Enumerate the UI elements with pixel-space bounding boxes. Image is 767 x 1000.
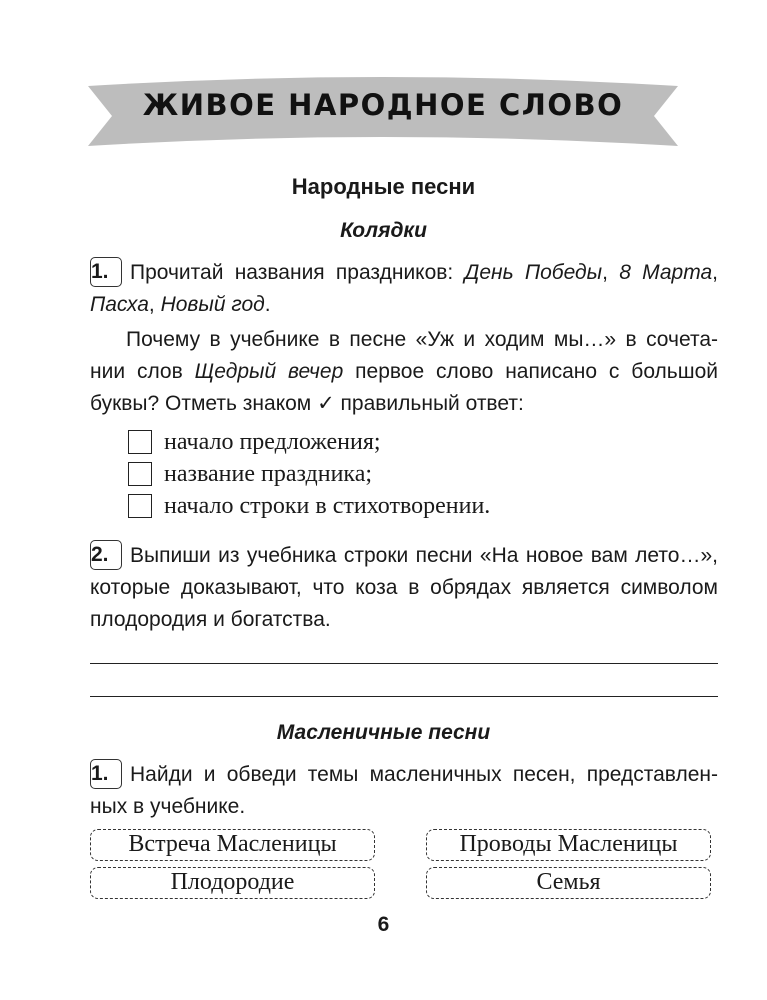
answer-option-label: название праздника;	[164, 460, 373, 487]
section-title: Народные песни	[291, 174, 476, 199]
task-1-line-2: Пасха, Новый год.	[90, 293, 271, 316]
page-number: 6	[377, 913, 390, 936]
maslenitsa-task-line-2: ных в учебнике.	[90, 795, 246, 818]
answer-option[interactable]	[128, 491, 490, 521]
task-1-line-1: 1. Прочитай названия праздников: День Победы, 8 Марта,	[90, 257, 718, 289]
task-1-kolyadki	[90, 257, 718, 321]
answer-write-line[interactable]	[90, 663, 718, 664]
answer-option[interactable]	[128, 459, 372, 489]
holiday-name: Пасха	[90, 293, 149, 316]
topic-box[interactable]: Плодородие	[90, 867, 375, 899]
task-2-kolyadki	[90, 540, 718, 636]
task-2-line-2: которые доказывают, что коза в обрядах является символом	[90, 576, 718, 599]
task-number-badge: 1.	[90, 759, 122, 789]
question-line-1: Почему в учебнике в песне «Уж и ходим мы…» в сочета-	[126, 328, 718, 351]
maslenitsa-task-line-1: 1. Найди и обведи темы масленичных песен, представлен-	[90, 759, 718, 791]
task-number-badge: 1.	[90, 257, 122, 287]
subsection-title-kolyadki: Колядки	[340, 219, 427, 242]
topic-box[interactable]: Семья	[426, 867, 711, 899]
task-1-question	[90, 324, 718, 420]
task-2-line-3: плодородия и богатства.	[90, 608, 331, 631]
topic-box[interactable]: Проводы Масленицы	[426, 829, 711, 861]
answer-checkbox[interactable]	[128, 462, 152, 486]
task-number-badge: 2.	[90, 540, 122, 570]
phrase-highlight: Щедрый вечер	[194, 360, 344, 383]
answer-option[interactable]	[128, 427, 381, 457]
topic-box[interactable]: Встреча Масленицы	[90, 829, 375, 861]
subsection-title-maslenitsa: Масленичные песни	[276, 721, 491, 744]
question-line-3: буквы? Отметь знаком ✓ правильный ответ:	[90, 392, 524, 415]
holiday-name: Новый год	[160, 293, 265, 316]
banner-title: ЖИВОЕ НАРОДНОЕ СЛОВО	[142, 88, 624, 122]
question-line-2: нии слов Щедрый вечер первое слово написано с большой	[90, 360, 718, 383]
task-2-line-1: 2. Выпиши из учебника строки песни «На новое вам лето…»,	[90, 540, 718, 572]
answer-option-label: начало предложения;	[164, 428, 381, 455]
answer-checkbox[interactable]	[128, 430, 152, 454]
holiday-name: 8 Марта	[619, 261, 713, 284]
holiday-name: День Победы	[464, 261, 603, 284]
answer-option-label: начало строки в стихотворении.	[164, 492, 491, 519]
check-mark-icon: ✓	[317, 392, 335, 415]
answer-write-line[interactable]	[90, 696, 718, 697]
answer-checkbox[interactable]	[128, 494, 152, 518]
task-1-maslenitsa	[90, 759, 718, 823]
